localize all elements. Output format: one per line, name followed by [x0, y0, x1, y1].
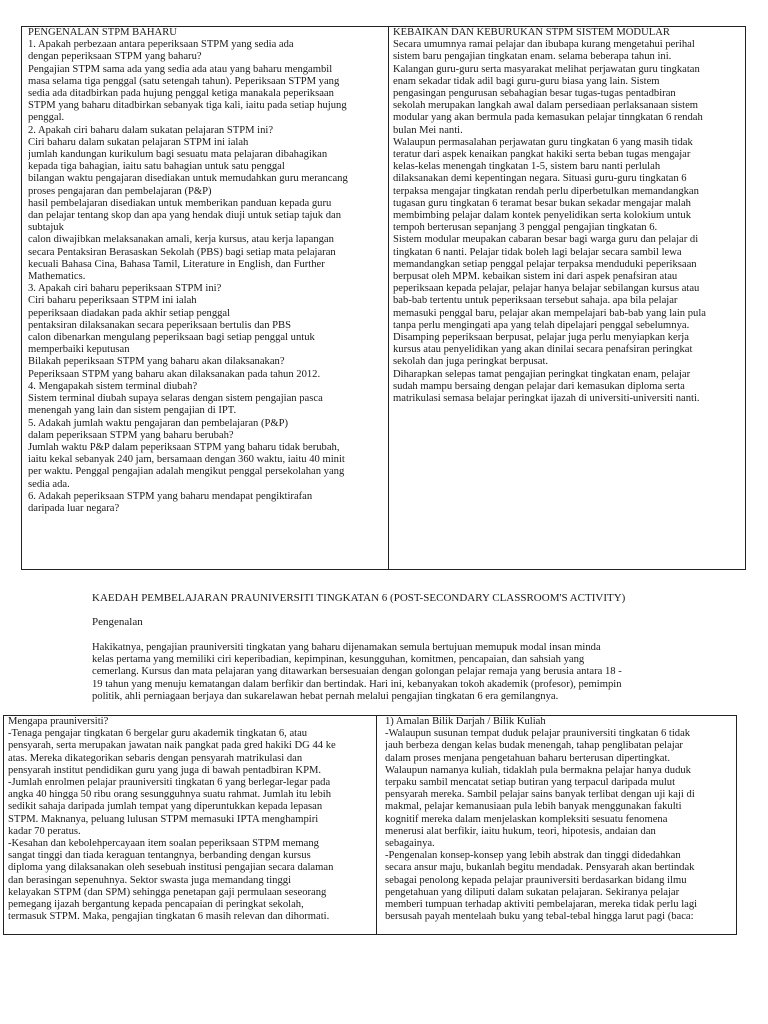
text-line: pensyarah, serta merupakan jawatan naik pangkat pada gred hakiki DG 44 ke	[8, 740, 336, 752]
text-line: secara ansur maju, bukanlah begitu mendadak. Pensyarah akan bertindak	[385, 862, 695, 874]
text-line: pengasingan pengurusan sebahagian besar tugas-tugas pentadbiran	[393, 88, 676, 100]
text-line: masa selama tiga penggal (satu setengah tahun). Peperiksaan STPM yang	[28, 75, 340, 87]
text-line: membimbing pelajar dalam kontek penyelidikan serta kolokium untuk	[393, 210, 692, 222]
text-line: menerusi alat berfikir, iaitu hukum, teori, hipotesis, andaian dan	[385, 825, 656, 837]
top-table-left-cell	[22, 27, 388, 569]
text-line: kelayakan STPM (dan SPM) sehingga penetapan gaji permulaan seseorang	[8, 886, 327, 898]
text-line: sekolah merupakan langkah awal dalam persediaan perlaksanaan sistem	[393, 100, 699, 112]
text-line: 6. Adakah peperiksaan STPM yang baharu mendapat pengiktirafan	[28, 490, 313, 502]
right-cell-body	[393, 39, 739, 405]
text-line: per waktu. Penggal pengajian adalah mengikut penggal persekolahan yang	[28, 466, 345, 478]
text-line: daripada luar negara?	[28, 502, 120, 514]
text-line: pentaksiran dilaksanakan secara peperiksaan bertulis dan PBS	[28, 319, 291, 331]
text-line: Pengajian STPM sama ada yang sedia ada atau yang baharu mengambil	[28, 63, 333, 75]
text-line: kursus atau penyelidikan yang akan dinilai secara penafsiran peringkat	[393, 344, 693, 356]
text-line: calon dibenarkan mengulang peperiksaan bagi setiap penggal untuk	[28, 332, 315, 344]
text-line: memandangkan setiap penggal pelajar terpaksa menduduki peperiksaan	[393, 258, 697, 270]
text-line: jumlah kandungan kurikulum bagi sesuatu mata pelajaran dibahagikan	[28, 149, 328, 161]
left-cell-title: PENGENALAN STPM BAHARU	[28, 27, 177, 38]
text-line: sebagainya.	[385, 838, 435, 850]
text-line: pensyarah mereka. Sambil pelajar sains banyak terlibat dengan uji kaji di	[385, 789, 695, 801]
text-line: Secara umumnya ramai pelajar dan ibubapa kurang mengetahui perihal	[393, 39, 695, 51]
text-line: 19 tahun yang menuju kematangan dalam berfikir dan bertindak. Hari ini, kebanyakan tokoh akademik (profesor), pemimpin	[92, 678, 622, 690]
intro-paragraph	[92, 642, 692, 703]
text-line: proses pengajaran dan pembelajaran (P&P)	[28, 185, 212, 197]
bottom-right-body	[385, 716, 732, 923]
text-line: Hakikatnya, pengajian prauniversiti tingkatan yang baharu dijenamakan semula bertujuan memupuk modal insan minda	[92, 642, 601, 653]
text-line: politik, ahli perniagaan berjaya dan sukarelawan hebat pernah melalui pengajian tingkatan 6 era gemilangnya.	[92, 690, 559, 702]
text-line: enam sekadar tidak adil bagi guru-guru biasa yang lain. Sistem	[393, 75, 660, 87]
text-line: bab-bab tertentu untuk peperiksaan tersebut sahaja. apa bila pelajar	[393, 295, 678, 307]
text-line: sedia ada ditadbirkan pada hujung penggal ketiga manakala peperiksaan	[28, 88, 334, 100]
text-line: tempoh berterusan sepanjang 3 penggal pengajian tingkatan 6.	[393, 222, 658, 234]
text-line: 5. Adakah jumlah waktu pengajaran dan pembelajaran (P&P)	[28, 417, 289, 429]
text-line: STPM. Maknanya, peluang lulusan STPM memasuki IPTA menghampiri	[8, 813, 319, 825]
text-line: 4. Mengapakah sistem terminal diubah?	[28, 380, 198, 392]
text-line: modular yang akan bermula pada kemasukan pelajar tinngkatan 6 rendah	[393, 112, 703, 124]
text-line: Walaupun permasalahan perjawatan guru tingkatan 6 yang masih tidak	[393, 136, 693, 148]
text-line: iaitu kekal sebanyak 240 jam, bersamaan dengan 360 waktu, iaitu 40 minit	[28, 454, 345, 466]
text-line: diploma yang dilaksanakan oleh sesebuah institusi pengajian secara dalaman	[8, 862, 334, 874]
text-line: penggal.	[28, 112, 65, 124]
bottom-table	[3, 715, 737, 935]
text-line: -Pengenalan konsep-konsep yang lebih abstrak dan tinggi didedahkan	[385, 850, 681, 862]
text-line: -Walaupun susunan tempat duduk pelajar prauniversiti tingkatan 6 tidak	[385, 728, 691, 740]
section-subheading: Pengenalan	[92, 616, 143, 628]
text-line: tanpa perlu mengingati apa yang telah dipelajari penggal sebelumnya.	[393, 319, 690, 331]
text-line: pensyarah institut pendidikan guru yang juga di bawah pentadbiran KPM.	[8, 764, 322, 776]
text-line: memberi tumpuan terhadap aktiviti pembelajaran, mereka tidak perlu lagi	[385, 899, 698, 911]
text-line: -Kesahan dan kebolehpercayaan item soalan peperiksaan STPM memang	[8, 838, 319, 850]
bottom-table-left-cell	[4, 716, 376, 934]
bottom-table-right-cell	[377, 716, 736, 934]
top-table-right-cell	[389, 27, 745, 569]
text-line: kognitif mereka dalam menjelaskan kompleksiti sesuatu fenomena	[385, 813, 668, 825]
text-line: tugasan guru tingkatan 6 teramat besar bukan sekadar mengajar malah	[393, 197, 691, 209]
text-line: atas. Mereka dikategorikan sebaris dengan pensyarah matrikulasi dan	[8, 752, 303, 764]
text-line: kelas pertama yang memiliki ciri keperibadian, kepimpinan, kesungguhan, komitmen, pencapaian, dan sahsiah yang	[92, 654, 585, 666]
text-line: tingkatan 6 nanti. Pelajar tidak boleh lagi belajar secara sambil lewa	[393, 246, 682, 258]
text-line: -Jumlah enrolmen pelajar prauniversiti tingkatan 6 yang berlegar-legar pada	[8, 777, 331, 789]
text-line: angka 40 hingga 50 ribu orang sesungguhnya suatu rahmat. Jumlah itu lebih	[8, 789, 332, 801]
text-line: kecuali Bahasa Cina, Bahasa Tamil, Literature in English, dan Further	[28, 258, 325, 270]
text-line: bilangan waktu pengajaran disediakan untuk memudahkan guru merancang	[28, 173, 348, 185]
text-line: bersusah payah mentelaah buku yang tebal-tebal hingga larut pagi (baca:	[385, 911, 694, 923]
right-cell-title: KEBAIKAN DAN KEBURUKAN STPM SISTEM MODULAR	[393, 27, 670, 38]
text-line: pengetahuan yang diliputi dalam sukatan pelajaran. Sekiranya pelajar	[385, 886, 680, 898]
text-line: subtajuk	[28, 222, 64, 234]
text-line: peperiksaan diadakan pada akhir setiap penggal	[28, 307, 231, 319]
text-line: jauh berbeza dengan kelas budak menengah, tahap penglibatan pelajar	[385, 740, 683, 752]
text-line: kepada tiga bahagian, iaitu satu bahagian untuk satu penggal	[28, 161, 285, 173]
text-line: Bilakah peperiksaan STPM yang baharu akan dilaksanakan?	[28, 356, 285, 368]
left-cell-body	[28, 39, 382, 515]
text-line: Jumlah waktu P&P dalam peperiksaan STPM yang baharu tidak berubah,	[28, 441, 340, 453]
text-line: kelas-kelas menengah tingkatan 1-5, sistem baru nanti perlulah	[393, 161, 661, 173]
text-line: terpaksa mengajar tingkatan rendah perlu diperbetulkan memandangkan	[393, 185, 699, 197]
text-line: secara Pentaksiran Berasaskan Sekolah (PBS) bagi setiap mata pelajaran	[28, 246, 336, 258]
text-line: dan pelajar tentang skop dan apa yang hendak diuji untuk setiap tajuk dan	[28, 210, 342, 222]
text-line: matrikulasi semasa belajar peringkat ijazah di universiti-universiti nanti.	[393, 393, 700, 405]
text-line: bulan Mei nanti.	[393, 124, 463, 136]
text-line: sistem baru pengajian tingkatan enam. selama beberapa tahun ini.	[393, 51, 672, 63]
text-line: 1) Amalan Bilik Darjah / Bilik Kuliah	[385, 716, 546, 727]
text-line: memperbaiki keputusan	[28, 344, 130, 356]
text-line: Disamping peperiksaan berpusat, pelajar juga perlu menyiapkan kerja	[393, 332, 689, 344]
text-line: makmal, pelajar kemanusiaan pula lebih banyak menggunakan fakulti	[385, 801, 682, 813]
text-line: sedikit sahaja daripada jumlah tempat yang diperuntukkan kepada lepasan	[8, 801, 323, 813]
text-line: dalam peperiksaan STPM yang baharu berubah?	[28, 429, 234, 441]
text-line: teratur dari aspek kenaikan pangkat hakiki serta beban tugas mengajar	[393, 149, 691, 161]
text-line: menengah yang lain dan sistem pengajian di IPT.	[28, 405, 237, 417]
text-line: Walaupun namanya kuliah, tidaklah pula bermakna pelajar hanya duduk	[385, 764, 691, 776]
text-line: sedia ada.	[28, 478, 70, 490]
text-line: 1. Apakah perbezaan antara peperiksaan STPM yang sedia ada	[28, 39, 294, 51]
text-line: Sistem modular meupakan cabaran besar bagi warga guru dan pelajar di	[393, 234, 699, 246]
text-line: dalam proses menjana pengetahuan baharu berterusan dipertingkat.	[385, 752, 671, 764]
text-line: STPM yang baharu ditadbirkan sebanyak tiga kali, iaitu pada setiap hujung	[28, 100, 347, 112]
text-line: peperiksaan kepada pelajar, pelajar hanya belajar sebilangan kursus atau	[393, 283, 700, 295]
top-table	[21, 26, 746, 570]
text-line: sekolah dan juga peringkat berpusat.	[393, 356, 549, 368]
text-line: Sistem terminal diubah supaya selaras dengan sistem pengajian pasca	[28, 393, 323, 405]
text-line: dan berasingan sepenuhnya. Sektor swasta juga memandang tinggi	[8, 874, 292, 886]
text-line: cemerlang. Kursus dan mata pelajaran yang ditawarkan bersesuaian dengan golongan pelajar remaja yang berusia antara 18 -	[92, 666, 622, 678]
text-line: hasil pembelajaran disediakan untuk memberikan panduan kepada guru	[28, 197, 332, 209]
text-line: Mengapa prauniversiti?	[8, 716, 109, 727]
text-line: pemegang ijazah bergantung kepada pencapaian di peringkat sekolah,	[8, 899, 304, 911]
text-line: terpaku sambil mencatat setiap butiran yang terpacul daripada mulut	[385, 777, 676, 789]
bottom-left-body	[8, 716, 372, 923]
text-line: Ciri baharu dalam sukatan pelajaran STPM ini ialah	[28, 136, 249, 148]
text-line: Ciri baharu peperiksaan STPM ini ialah	[28, 295, 197, 307]
text-line: sebagai penolong kepada pelajar prauniversiti berdasarkan bidang ilmu	[385, 874, 687, 886]
text-line: dilaksanakan demi kepentingan negara. Situasi guru-guru tingkatan 6	[393, 173, 687, 185]
text-line: Diharapkan selepas tamat pengajian peringkat tingkatan enam, pelajar	[393, 368, 691, 380]
text-line: memasuki penggal baru, pelajar akan mempelajari bab-bab yang lain pula	[393, 307, 706, 319]
text-line: Kalangan guru-guru serta masyarakat melihat perjawatan guru tingkatan	[393, 63, 700, 75]
text-line: berpusat oleh MPM. kebaikan sistem ini dari aspek penafsiran atau	[393, 271, 678, 283]
text-line: Mathematics.	[28, 271, 86, 283]
text-line: dengan peperiksaan STPM yang baharu?	[28, 51, 202, 63]
text-line: sudah mampu bersaing dengan pelajar dari kemasukan diploma serta	[393, 380, 685, 392]
text-line: Peperiksaan STPM yang baharu akan dilaksanakan pada tahun 2012.	[28, 368, 321, 380]
text-line: kadar 70 peratus.	[8, 825, 81, 837]
text-line: termasuk STPM. Maka, pengajian tingkatan 6 masih relevan dan dihormati.	[8, 911, 330, 923]
text-line: 3. Apakah ciri baharu peperiksaan STPM ini?	[28, 283, 222, 295]
text-line: 2. Apakah ciri baharu dalam sukatan pelajaran STPM ini?	[28, 124, 274, 136]
text-line: calon diwajibkan melaksanakan amali, kerja kursus, atau kerja lapangan	[28, 234, 334, 246]
text-line: sangat tinggi dan tiada keraguan tentangnya, berbanding dengan kursus	[8, 850, 311, 862]
text-line: -Tenaga pengajar tingkatan 6 bergelar guru akademik tingkatan 6, atau	[8, 728, 308, 740]
section-heading: KAEDAH PEMBELAJARAN PRAUNIVERSITI TINGKATAN 6 (POST-SECONDARY CLASSROOM'S ACTIVITY)	[92, 592, 626, 604]
